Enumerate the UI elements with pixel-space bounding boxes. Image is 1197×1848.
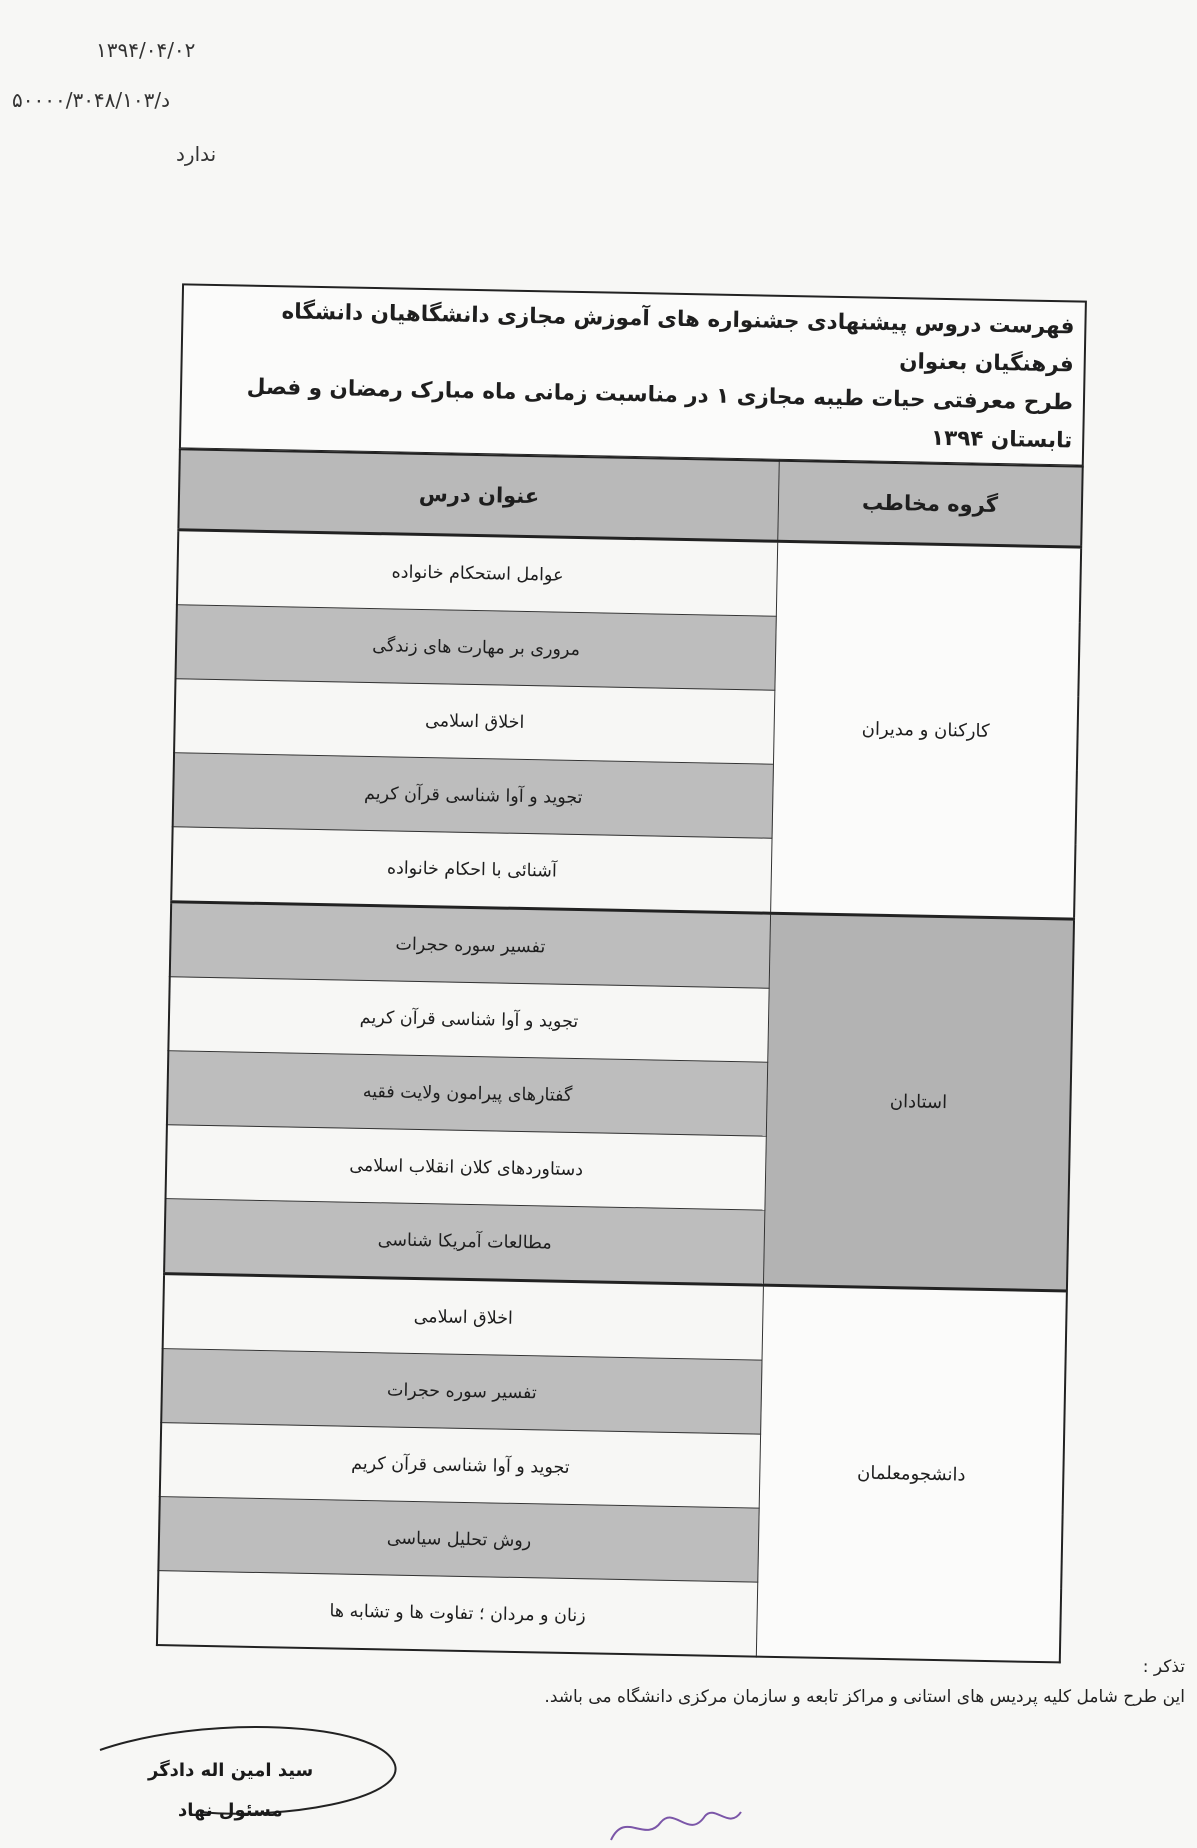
table-title-line-2: طرح معرفتی حیات طیبه مجازی ۱ در مناسبت زمانی ماه مبارک رمضان و فصل تابستان ۱۳۹۴ — [246, 374, 1074, 454]
table-title — [179, 283, 1087, 465]
signatory-role: مسئول نهاد — [178, 1800, 283, 1821]
courses-table-container — [156, 283, 1087, 1663]
course-title-cell: روش تحلیل سیاسی — [158, 1497, 759, 1582]
signatory-name: سید امین اله دادگر — [148, 1760, 314, 1781]
audience-block — [171, 530, 1081, 919]
note-label: تذکر : — [1142, 1657, 1185, 1677]
course-title-cell: زنان و مردان ؛ تفاوت ها و تشابه ها — [157, 1571, 758, 1657]
note-section — [425, 1652, 1185, 1712]
course-title-cell: اخلاق اسلامی — [174, 679, 775, 764]
course-title-cell: مروری بر مهارت های زندگی — [175, 605, 776, 690]
note-text: این طرح شامل کلیه پردیس های استانی و مراکز تابعه و سازمان مرکزی دانشگاه می باشد. — [544, 1687, 1185, 1707]
audience-group-cell: دانشجومعلمان — [756, 1285, 1067, 1662]
header-audience-group: گروه مخاطب — [778, 461, 1083, 547]
handwritten-heading — [605, 1800, 745, 1848]
course-title-cell: تفسیر سوره حجرات — [170, 902, 771, 988]
letter-reference-number: د/۵۰۰۰۰/۳۰۴۸/۱۰۳ — [12, 88, 171, 112]
course-title-cell: تفسیر سوره حجرات — [161, 1349, 762, 1434]
audience-group-cell: استادان — [763, 913, 1074, 1291]
course-title-cell: تجوید و آوا شناسی قرآن کریم — [160, 1423, 761, 1508]
course-title-cell: تجوید و آوا شناسی قرآن کریم — [168, 977, 769, 1062]
audience-block — [157, 1274, 1067, 1663]
table-title-line-1: فهرست دروس پیشنهادی جشنواره های آموزش مجازی دانشگاهیان دانشگاه فرهنگیان بعنوان — [281, 299, 1075, 378]
course-title-cell: دستاوردهای کلان انقلاب اسلامی — [166, 1125, 767, 1210]
courses-table — [156, 448, 1084, 1663]
course-title-cell: عوامل استحکام خانواده — [177, 530, 778, 616]
course-title-cell: آشنائی با احکام خانواده — [171, 827, 772, 913]
course-title-cell: گفتارهای پیرامون ولایت فقیه — [167, 1051, 768, 1136]
header-course-title: عنوان درس — [178, 449, 779, 541]
letter-attachment: ندارد — [176, 142, 217, 166]
audience-group-cell: کارکنان و مدیران — [771, 541, 1082, 919]
course-title-cell: تجوید و آوا شناسی قرآن کریم — [173, 753, 774, 838]
letter-date: ۱۳۹۴/۰۴/۰۲ — [96, 38, 196, 62]
audience-block — [164, 902, 1074, 1291]
course-title-cell: مطالعات آمریکا شناسی — [164, 1199, 765, 1285]
course-title-cell: اخلاق اسلامی — [163, 1274, 764, 1360]
